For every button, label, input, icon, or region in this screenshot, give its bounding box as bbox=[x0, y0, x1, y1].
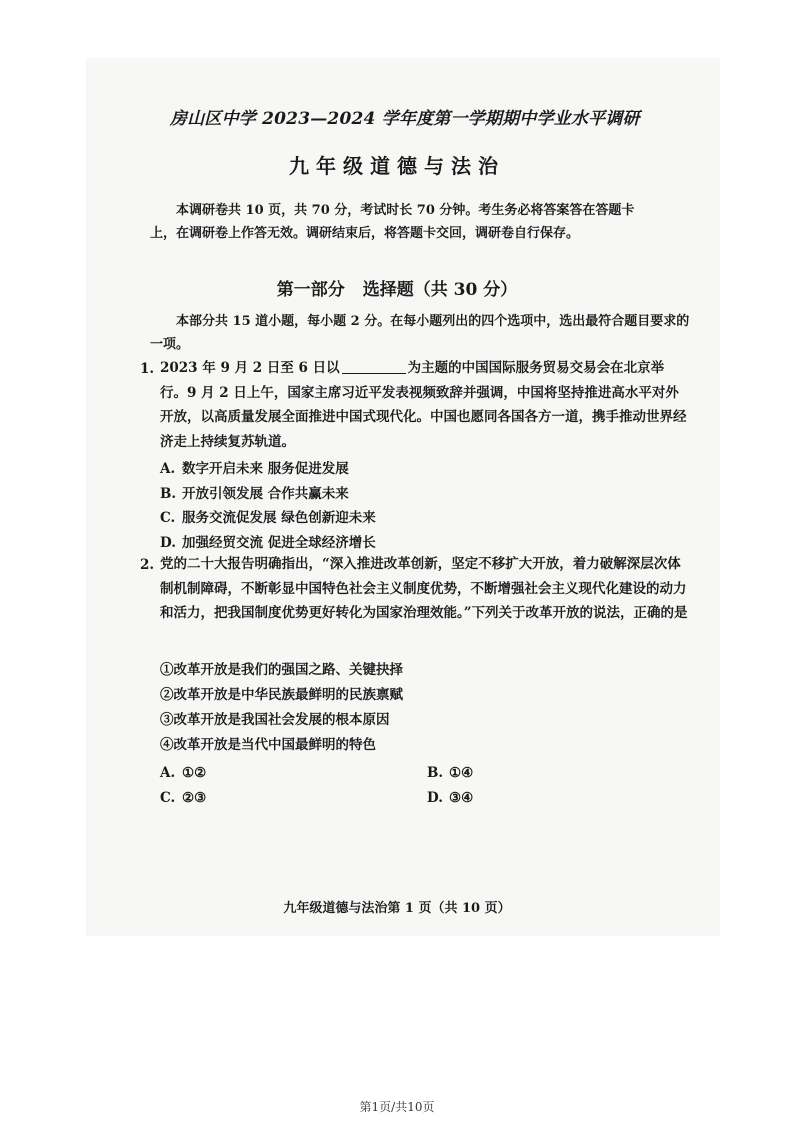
exam-notice: 本调研卷共 10 页，共 70 分，考试时长 70 分钟。考生务必将答案答在答题卡上，在调研卷上作答无效。调研结束后，将答题卡交回，调研卷自行保存。 bbox=[150, 203, 635, 241]
viewer-page-counter: 第1页/共10页 bbox=[359, 1100, 435, 1114]
question-2-statement-2: ②改革开放是中华民族最鲜明的民族禀赋 bbox=[160, 687, 403, 703]
question-1-stem bbox=[160, 356, 690, 454]
option-letter: C. bbox=[160, 790, 176, 806]
question-2-statement-4: ④改革开放是当代中国最鲜明的特色 bbox=[160, 737, 376, 753]
option-letter: D. bbox=[427, 790, 443, 806]
option-letter: A. bbox=[160, 461, 176, 477]
page-footer: 九年级道德与法治第 1 页（共 10 页） bbox=[283, 901, 511, 916]
part-intro: 本部分共 15 道小题，每小题 2 分。在每小题列出的四个选项中，选出最符合题目要求的一项。 bbox=[150, 314, 690, 352]
option-text: ③④ bbox=[449, 790, 474, 806]
part-heading bbox=[0, 275, 794, 300]
question-1-option-c bbox=[160, 506, 376, 526]
option-letter: A. bbox=[160, 765, 176, 781]
question-1-blank bbox=[342, 359, 406, 374]
question-2-option-a bbox=[160, 765, 206, 781]
option-text: ①② bbox=[182, 765, 207, 781]
question-1-stem-before: 2023 年 9 月 2 日至 6 日以 bbox=[160, 360, 340, 376]
option-text: 服务交流促发展 绿色创新迎未来 bbox=[182, 510, 376, 526]
part-heading-title: 选择题（共 30 分） bbox=[362, 280, 518, 300]
option-text: 数字开启未来 服务促进发展 bbox=[182, 461, 349, 477]
option-text: ①④ bbox=[449, 765, 474, 781]
subject-title: 九年级道德与法治 bbox=[289, 154, 505, 178]
option-letter: C. bbox=[160, 510, 176, 526]
option-text: 加强经贸交流 促进全球经济增长 bbox=[182, 535, 376, 551]
part-heading-part: 第一部分 bbox=[276, 280, 345, 300]
question-1-stem-after: 为主题的中国国际服务贸易交易会在北京举行。9 月 2 日上午，国家主席习近平发表视频致辞并强调，中国将坚持推进高水平对外开放，以高质量发展全面推进中国式现代化。中国也愿同各国各方一道，携手推动世界经济走上持续复苏轨道。 bbox=[160, 360, 687, 450]
option-letter: B. bbox=[427, 765, 444, 781]
option-letter: B. bbox=[160, 486, 177, 502]
question-2-statement-1: ①改革开放是我们的强国之路、关键抉择 bbox=[160, 662, 403, 678]
question-2-option-c bbox=[160, 790, 206, 806]
question-2-statement-3: ③改革开放是我国社会发展的根本原因 bbox=[160, 712, 390, 728]
question-1-option-a bbox=[160, 457, 349, 477]
option-letter: D. bbox=[160, 535, 176, 551]
question-1-option-b bbox=[160, 482, 349, 502]
question-1-option-d bbox=[160, 531, 376, 551]
question-2-option-d bbox=[427, 790, 473, 806]
question-1-number: 1. bbox=[140, 361, 155, 377]
question-2-option-b bbox=[427, 765, 473, 781]
question-2-stem: 党的二十大报告明确指出，“深入推进改革创新，坚定不移扩大开放，着力破解深层次体制机制障碍，不断彰显中国特色社会主义制度优势，不断增强社会主义现代化建设的动力和活力，把我国制度优势更好转化为国家治理效能。”下列关于改革开放的说法，正确的是 bbox=[160, 556, 688, 621]
question-2-number: 2. bbox=[140, 557, 155, 573]
option-text: ②③ bbox=[182, 790, 207, 806]
option-text: 开放引领发展 合作共赢未来 bbox=[182, 486, 349, 502]
school-title: 房山区中学 2023—2024 学年度第一学期期中学业水平调研 bbox=[170, 109, 640, 129]
